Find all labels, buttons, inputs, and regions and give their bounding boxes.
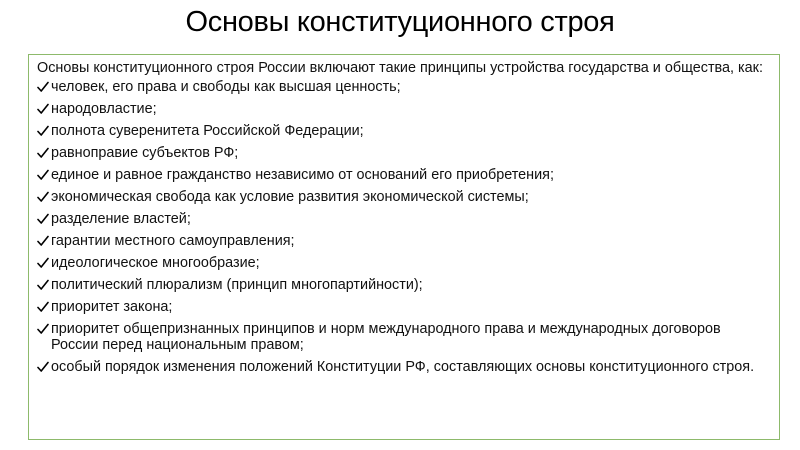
list-item <box>37 189 769 205</box>
list-item-text: особый порядок изменения положений Конституции РФ, составляющих основы конституционного строя. <box>51 359 755 375</box>
list-item-text: равноправие субъектов РФ; <box>51 145 239 161</box>
list-item-text: экономическая свобода как условие развития экономической системы; <box>51 189 529 205</box>
list-item <box>37 277 769 293</box>
check-icon <box>37 301 49 313</box>
list-item-text: единое и равное гражданство независимо от оснований его приобретения; <box>51 167 554 183</box>
check-icon <box>37 81 49 93</box>
list-item <box>37 79 769 95</box>
check-icon <box>37 147 49 159</box>
check-icon <box>37 191 49 203</box>
check-icon <box>37 361 49 373</box>
list-item <box>37 123 769 139</box>
list-item <box>37 359 769 375</box>
list-item <box>37 211 769 227</box>
list-item <box>37 145 769 161</box>
check-icon <box>37 169 49 181</box>
list-item-text: приоритет общепризнанных принципов и норм международного права и международных договоров России перед национальным правом; <box>51 321 721 353</box>
check-icon <box>37 257 49 269</box>
list-item-text: народовластие; <box>51 101 157 117</box>
slide-title: Основы конституционного строя <box>185 6 615 38</box>
check-icon <box>37 213 49 225</box>
intro-text: Основы конституционного строя России включают такие принципы устройства государства и общества, как: <box>37 60 763 76</box>
list-item <box>37 321 769 353</box>
principles-list <box>37 79 769 375</box>
list-item-text: человек, его права и свободы как высшая ценность; <box>51 79 401 95</box>
list-item-text: идеологическое многообразие; <box>51 255 260 271</box>
check-icon <box>37 235 49 247</box>
check-icon <box>37 125 49 137</box>
list-item <box>37 167 769 183</box>
list-item <box>37 299 769 315</box>
list-item <box>37 101 769 117</box>
list-item-text: полнота суверенитета Российской Федерации; <box>51 123 364 139</box>
list-item <box>37 255 769 271</box>
content-box <box>28 54 780 440</box>
list-item-text: гарантии местного самоуправления; <box>51 233 295 249</box>
check-icon <box>37 323 49 335</box>
check-icon <box>37 103 49 115</box>
list-item-text: политический плюрализм (принцип многопартийности); <box>51 277 423 293</box>
list-item-text: разделение властей; <box>51 211 191 227</box>
check-icon <box>37 279 49 291</box>
list-item-text: приоритет закона; <box>51 299 173 315</box>
list-item <box>37 233 769 249</box>
